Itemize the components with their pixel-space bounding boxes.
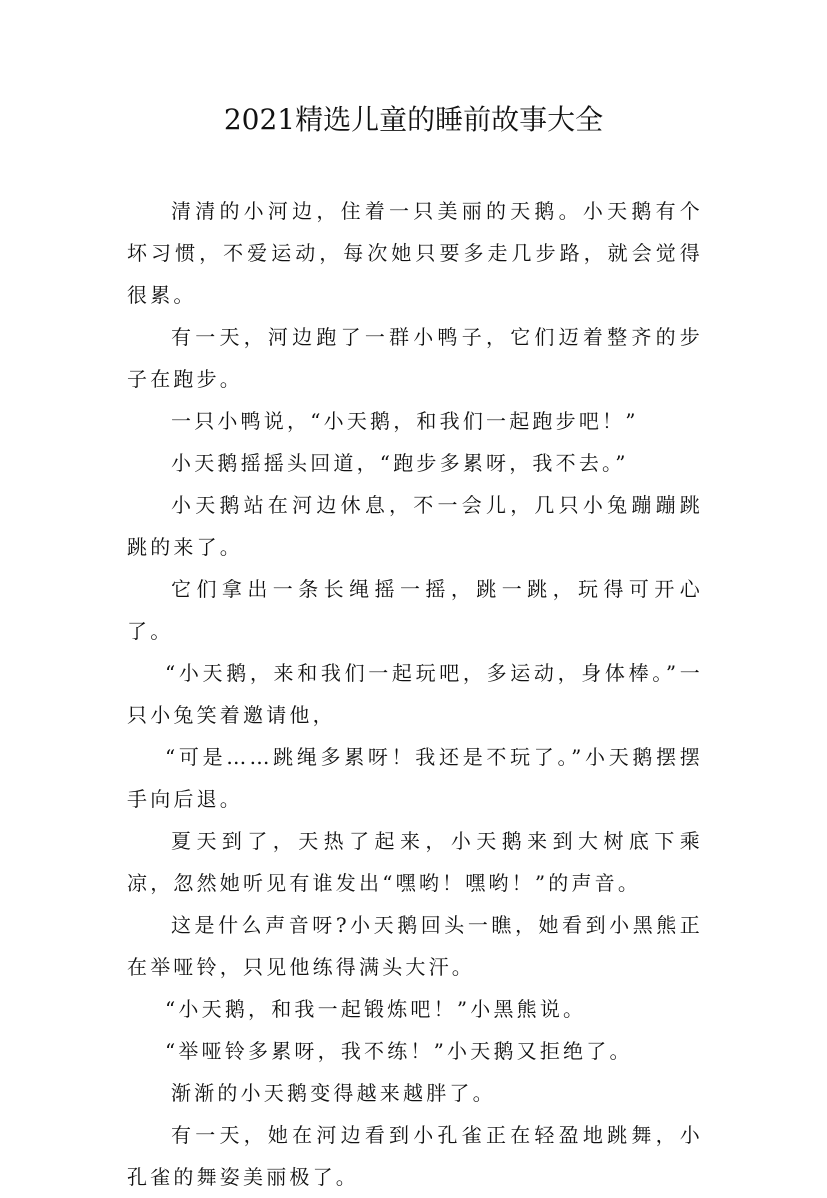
paragraph-9: 夏天到了，天热了起来，小天鹅来到大树底下乘凉，忽然她听见有谁发出“嘿哟！嘿哟！”的声音。 bbox=[127, 829, 703, 895]
paragraph-12: “举哑铃多累呀，我不练！”小天鹅又拒绝了。 bbox=[165, 1039, 633, 1063]
story-body bbox=[127, 190, 703, 1198]
paragraph-10: 这是什么声音呀?小天鹅回头一瞧，她看到小黑熊正在举哑铃，只见他练得满头大汗。 bbox=[127, 913, 703, 979]
paragraph-5: 小天鹅站在河边休息，不一会儿，几只小兔蹦蹦跳跳的来了。 bbox=[127, 493, 703, 559]
paragraph-7: “小天鹅，来和我们一起玩吧，多运动，身体棒。”一只小兔笑着邀请他， bbox=[127, 661, 703, 727]
paragraph-13: 渐渐的小天鹅变得越来越胖了。 bbox=[171, 1081, 496, 1105]
paragraph-2: 有一天，河边跑了一群小鸭子，它们迈着整齐的步子在跑步。 bbox=[127, 325, 703, 391]
paragraph-6: 它们拿出一条长绳摇一摇，跳一跳，玩得可开心了。 bbox=[127, 577, 703, 643]
paragraph-11: “小天鹅，和我一起锻炼吧！”小黑熊说。 bbox=[165, 997, 587, 1021]
paragraph-3: 一只小鸭说，“小天鹅，和我们一起跑步吧！” bbox=[171, 409, 639, 433]
paragraph-8: “可是……跳绳多累呀！我还是不玩了。”小天鹅摆摆手向后退。 bbox=[127, 745, 703, 811]
paragraph-4: 小天鹅摇摇头回道，“跑步多累呀，我不去。” bbox=[171, 451, 629, 475]
paragraph-14: 有一天，她在河边看到小孔雀正在轻盈地跳舞，小孔雀的舞姿美丽极了。 bbox=[127, 1123, 703, 1189]
document-title: 2021精选儿童的睡前故事大全 bbox=[223, 103, 604, 136]
paragraph-1: 清清的小河边，住着一只美丽的天鹅。小天鹅有个坏习惯，不爱运动，每次她只要多走几步路，就会觉得很累。 bbox=[127, 199, 703, 307]
